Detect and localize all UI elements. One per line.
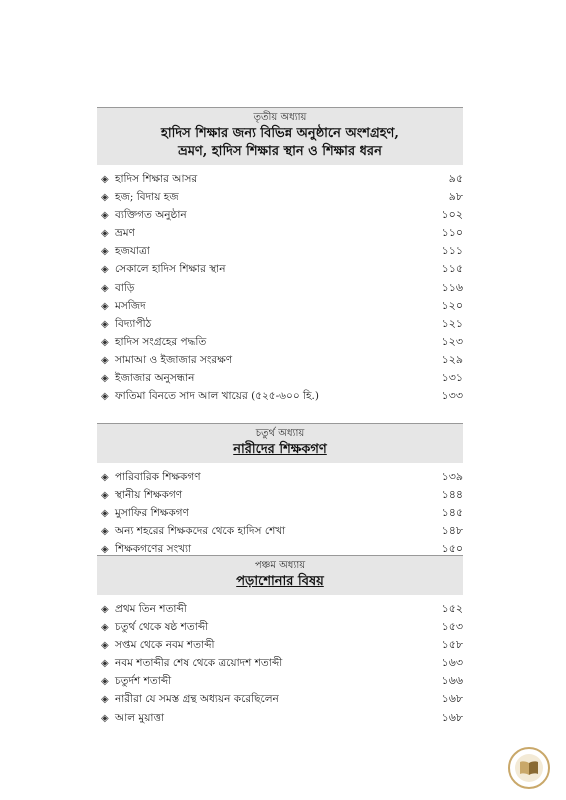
entry-page: ১৬৩ xyxy=(441,656,463,670)
entry-page: ১৬৬ xyxy=(441,674,463,688)
entry-page: ১৪৮ xyxy=(441,524,463,538)
diamond-bullet-icon: ◈ xyxy=(101,490,109,502)
entry-title: সপ্তম থেকে নবম শতাব্দী xyxy=(115,639,215,652)
toc-entry[interactable] xyxy=(97,242,463,260)
diamond-bullet-icon: ◈ xyxy=(101,526,109,538)
entry-page: ১৫২ xyxy=(441,602,463,615)
diamond-bullet-icon: ◈ xyxy=(101,282,109,294)
toc-entry[interactable] xyxy=(97,522,463,540)
entry-title: বিদ্যাপীঠ xyxy=(115,317,152,330)
entry-title: পারিবারিক শিক্ষকগণ xyxy=(115,471,201,483)
entry-title: ভ্রমণ xyxy=(115,227,135,240)
diamond-bullet-icon: ◈ xyxy=(101,300,109,312)
entry-page: ১৪৫ xyxy=(441,506,463,520)
entry-title: সেকালে হাদিস শিক্ষার স্থান xyxy=(115,263,226,276)
toc-entry[interactable] xyxy=(97,468,463,486)
toc-entry[interactable] xyxy=(97,654,463,672)
entry-page: ১৩৩ xyxy=(441,389,463,403)
toc-entry[interactable] xyxy=(97,486,463,504)
publisher-book-icon xyxy=(515,754,543,782)
diamond-bullet-icon: ◈ xyxy=(101,472,109,483)
entry-page: ১১১ xyxy=(441,244,463,258)
chapter-number: চতুর্থ অধ্যায় xyxy=(255,428,305,439)
toc-list xyxy=(97,600,463,727)
diamond-bullet-icon: ◈ xyxy=(101,192,109,204)
entry-page: ১৪৪ xyxy=(441,488,463,502)
diamond-bullet-icon: ◈ xyxy=(101,658,109,670)
diamond-bullet-icon: ◈ xyxy=(101,712,109,724)
entry-title: চতুর্থ থেকে ষষ্ঠ শতাব্দী xyxy=(115,621,209,634)
toc-entry[interactable] xyxy=(97,672,463,690)
entry-title: ব্যক্তিগত অনুষ্ঠান xyxy=(115,209,187,222)
toc-entry[interactable] xyxy=(97,351,463,369)
entry-title: মুসাফির শিক্ষকগণ xyxy=(115,507,189,520)
toc-list xyxy=(97,468,463,558)
chapter-number: পঞ্চম অধ্যায় xyxy=(254,560,306,571)
chapter-header xyxy=(97,423,463,463)
entry-title: হজযাত্রা xyxy=(115,245,150,258)
toc-entry[interactable] xyxy=(97,709,463,727)
entry-page: ১৫৩ xyxy=(441,620,463,634)
diamond-bullet-icon: ◈ xyxy=(101,246,109,258)
diamond-bullet-icon: ◈ xyxy=(101,210,109,222)
entry-page: ১২০ xyxy=(441,298,463,312)
chapter-title: ভ্রমণ, হাদিস শিক্ষার স্থান ও শিক্ষার ধরন xyxy=(178,144,382,159)
diamond-bullet-icon: ◈ xyxy=(101,694,109,706)
diamond-bullet-icon: ◈ xyxy=(101,544,109,556)
entry-title: মসজিদ xyxy=(115,299,146,312)
chapter-title: হাদিস শিক্ষার জন্য বিভিন্ন অনুষ্ঠানে অংশগ্রহণ, xyxy=(161,126,399,141)
entry-page: ১৩১ xyxy=(441,371,463,385)
toc-entry[interactable] xyxy=(97,279,463,297)
toc-entry[interactable] xyxy=(97,333,463,351)
diamond-bullet-icon: ◈ xyxy=(101,264,109,276)
toc-entry[interactable] xyxy=(97,188,463,206)
entry-page: ১৬৮ xyxy=(441,692,463,706)
toc-list xyxy=(97,170,463,405)
entry-page: ১৫৮ xyxy=(441,638,463,652)
toc-entry[interactable] xyxy=(97,297,463,315)
entry-title: প্রথম তিন শতাব্দী xyxy=(115,603,187,615)
diamond-bullet-icon: ◈ xyxy=(101,354,109,366)
diamond-bullet-icon: ◈ xyxy=(101,604,109,615)
entry-title: বাড়ি xyxy=(115,281,135,294)
toc-entry[interactable] xyxy=(97,369,463,387)
chapter-section-5 xyxy=(97,555,463,727)
entry-title: হাদিস সংগ্রহের পদ্ধতি xyxy=(115,335,207,348)
toc-entry[interactable] xyxy=(97,260,463,278)
diamond-bullet-icon: ◈ xyxy=(101,391,109,403)
toc-entry[interactable] xyxy=(97,170,463,188)
entry-page: ১২৯ xyxy=(441,352,463,366)
diamond-bullet-icon: ◈ xyxy=(101,622,109,634)
entry-title: স্থানীয় শিক্ষকগণ xyxy=(115,489,183,502)
diamond-bullet-icon: ◈ xyxy=(101,508,109,520)
toc-entry[interactable] xyxy=(97,387,463,405)
entry-title: ইজাজার অনুসন্ধান xyxy=(115,372,195,385)
entry-title: নারীরা যে সমস্ত গ্রন্থ অধ্যয়ন করেছিলেন xyxy=(115,693,279,706)
entry-title: চতুর্দশ শতাব্দী xyxy=(115,675,172,688)
chapter-number: তৃতীয় অধ্যায় xyxy=(253,112,307,123)
entry-page: ১৩৯ xyxy=(441,470,463,483)
toc-entry[interactable] xyxy=(97,504,463,522)
toc-entry[interactable] xyxy=(97,315,463,333)
publisher-logo xyxy=(508,747,550,789)
entry-title: আল মুয়াত্তা xyxy=(115,711,165,724)
entry-title: নবম শতাব্দীর শেষ থেকে ত্রয়োদশ শতাব্দী xyxy=(115,657,283,670)
entry-page: ১০২ xyxy=(441,208,463,222)
entry-page: ১৫০ xyxy=(441,542,463,556)
toc-entry[interactable] xyxy=(97,224,463,242)
chapter-section-3 xyxy=(97,107,463,405)
diamond-bullet-icon: ◈ xyxy=(101,174,109,185)
toc-entry[interactable] xyxy=(97,600,463,618)
toc-entry[interactable] xyxy=(97,690,463,708)
chapter-title: পড়াশোনার বিষয় xyxy=(236,574,324,589)
entry-page: ১৬৮ xyxy=(441,710,463,724)
chapter-section-4 xyxy=(97,423,463,558)
entry-title: ফাতিমা বিনতে সাদ আল খায়ের (৫২৫-৬০০ হি.) xyxy=(115,390,319,403)
diamond-bullet-icon: ◈ xyxy=(101,336,109,348)
entry-page: ৯৮ xyxy=(448,190,463,204)
toc-entry[interactable] xyxy=(97,618,463,636)
entry-page: ১২১ xyxy=(441,316,463,330)
entry-page: ১১৬ xyxy=(441,280,463,294)
chapter-header xyxy=(97,555,463,595)
diamond-bullet-icon: ◈ xyxy=(101,676,109,688)
entry-title: হজ; বিদায় হজ xyxy=(115,191,179,204)
diamond-bullet-icon: ◈ xyxy=(101,373,109,385)
entry-page: ১২৩ xyxy=(441,334,463,348)
toc-entry[interactable] xyxy=(97,206,463,224)
diamond-bullet-icon: ◈ xyxy=(101,640,109,652)
entry-page: ১১০ xyxy=(441,226,463,240)
diamond-bullet-icon: ◈ xyxy=(101,228,109,240)
entry-title: শিক্ষকগণের সংখ্যা xyxy=(115,543,192,556)
toc-entry[interactable] xyxy=(97,636,463,654)
entry-title: হাদিস শিক্ষার আসর xyxy=(115,173,198,185)
entry-title: সামাআ ও ইজাজার সংরক্ষণ xyxy=(115,353,233,366)
entry-title: অন্য শহরের শিক্ষকদের থেকে হাদিস শেখা xyxy=(115,525,286,538)
chapter-title: নারীদের শিক্ষকগণ xyxy=(233,442,327,457)
diamond-bullet-icon: ◈ xyxy=(101,318,109,330)
chapter-header xyxy=(97,107,463,165)
entry-page: ১১৫ xyxy=(441,262,463,276)
entry-page: ৯৫ xyxy=(448,172,463,185)
